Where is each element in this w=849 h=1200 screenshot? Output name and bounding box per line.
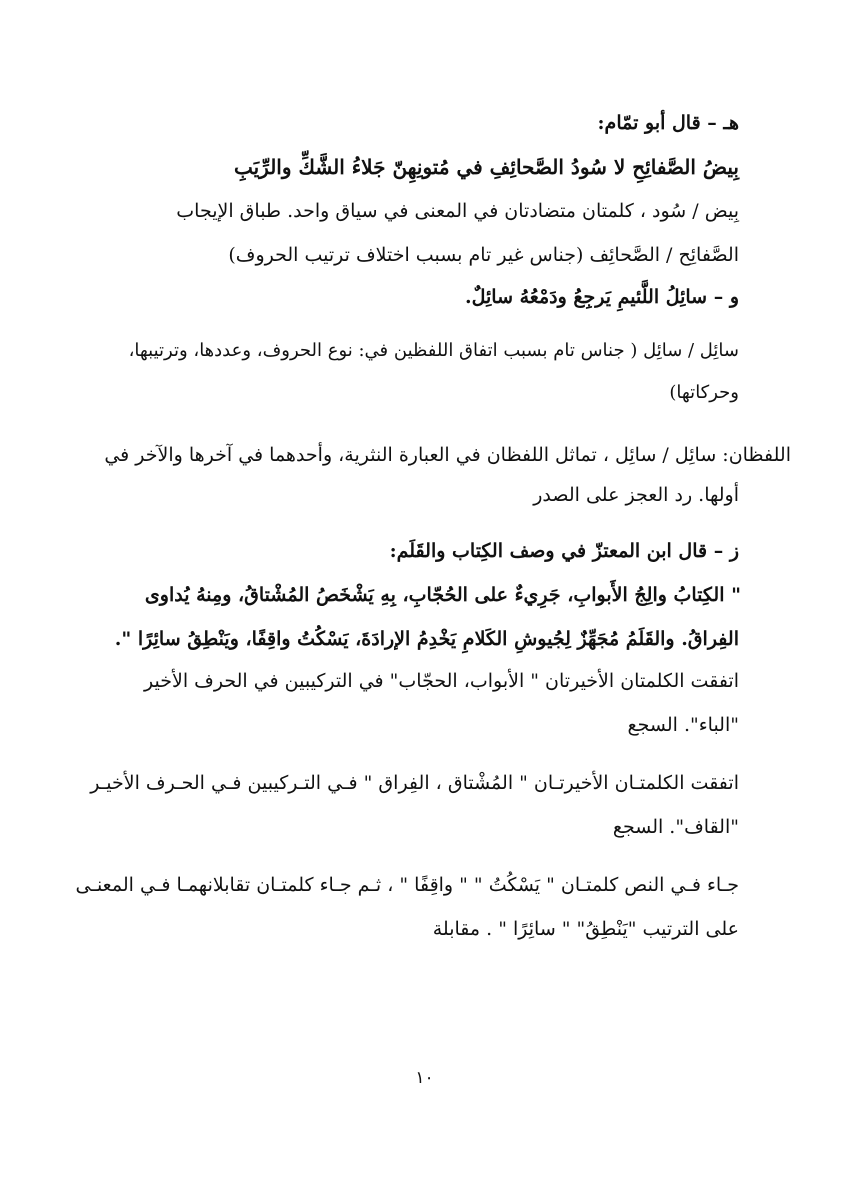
jinas-complete-line-1: سائِل / سائِل ( جناس تام بسبب اتفاق اللفظين في: نوع الحروف، وعددها، وترتيبها، <box>128 340 739 361</box>
muqabala-explanation-line-1: جـاء فـي النص كلمتـان " يَسْكُتُ " " واقِفًا " ، ثـم جـاء كلمتـان تقابلانهمـا فـي المعنـى <box>75 874 739 896</box>
heading-ibn-al-mutazz: ز – قال ابن المعتزّ في وصف الكِتاب والقَلَم: <box>389 540 739 562</box>
proverb-line: و – سائِلُ اللَّئيمِ يَرجِعُ ودَمْعُهُ سائِلٌ. <box>464 286 739 308</box>
saj-explanation-1-line-1: اتفقت الكلمتان الأخيرتان " الأبواب، الحجّاب" في التركيبين في الحرف الأخير <box>144 670 739 692</box>
poem-verse: بِيضُ الصَّفائِحِ لا سُودُ الصَّحائِفِ في مُتونِهِنّ جَلاءُ الشَّكِّ والرِّيَبِ <box>233 155 739 179</box>
saj-explanation-1-line-2: "الباء". السجع <box>627 714 739 736</box>
tibaq-explanation: بِيض / سُود ، كلمتان متضادتان في المعنى في سياق واحد. طباق الإيجاب <box>176 200 739 222</box>
quote-line-2: الفِراقُ. والقَلَمُ مُجَهِّزٌ لِجُيوشِ الكَلامِ يَخْدِمُ الإرادَةَ، يَسْكُتُ واقِفًا، ويَنْطِقُ سائِرًا ". <box>114 628 739 650</box>
radd-al-ajz-line-1: اللفظان: سائِل / سائِل ، تماثل اللفظان في العبارة النثرية، وأحدهما في آخرها والآخر في <box>104 444 791 466</box>
radd-al-ajz-line-2: أولها. رد العجز على الصدر <box>533 484 739 506</box>
muqabala-explanation-line-2: على الترتيب "يَنْطِقُ" " سائِرًا " . مقابلة <box>432 918 739 940</box>
jinas-partial-explanation: الصَّفائِح / الصَّحائِف (جناس غير تام بسبب اختلاف ترتيب الحروف) <box>228 244 739 266</box>
saj-explanation-2-line-2: "القاف". السجع <box>612 816 739 838</box>
jinas-complete-line-2: وحركاتها) <box>669 382 739 403</box>
quote-line-1: " الكِتابُ والِجُ الأَبوابِ، جَرِيءٌ على الحُجّابِ، بِهِ يَشْخَصُ المُشْتاقُ، ومِنهُ يُداوى <box>144 584 741 606</box>
saj-explanation-2-line-1: اتفقت الكلمتـان الأخيرتـان " المُشْتاق ، الفِراق " فـي التـركيبين فـي الحـرف الأخيـر <box>90 772 739 794</box>
page-number: ١٠ <box>415 1068 434 1088</box>
heading-abu-tammam: هـ – قال أبو تمّام: <box>597 112 739 134</box>
